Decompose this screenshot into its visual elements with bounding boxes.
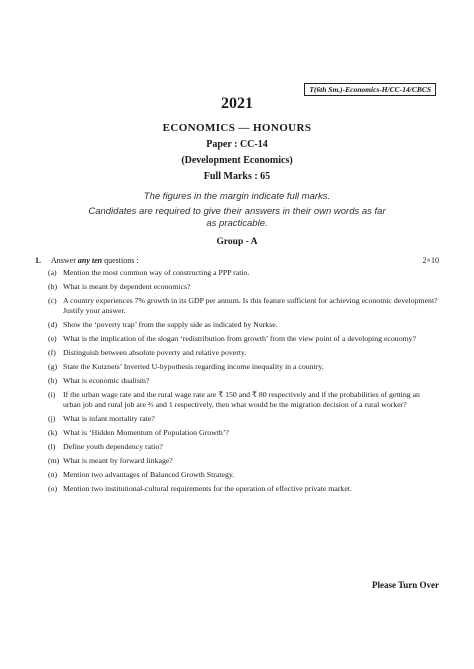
question-heading: [35, 256, 439, 268]
item-text: What is the implication of the slogan ‘redistribution from growth’ from the view point of a developing economy?: [63, 334, 417, 343]
list-item: [35, 390, 439, 410]
item-text: What is economic dualism?: [63, 376, 150, 385]
list-item: [35, 334, 439, 344]
item-text: A country experiences 7% growth in its GDP per annum. Is this feature sufficient for achieving economic development? Justify your answer.: [63, 296, 438, 315]
item-text: What is infant mortality rate?: [63, 414, 155, 423]
item-text: Mention the most common way of constructing a PPP ratio.: [63, 268, 250, 277]
item-text: If the urban wage rate and the rural wage rate are ₹ 150 and ₹ 80 respectively and if the probabilities of getting an urban job and rural job are ⅔ and 1 respectively, then what would be the migration decision of a rural worker?: [63, 390, 420, 409]
item-label: (h): [48, 376, 58, 385]
list-item: [35, 470, 439, 480]
question-instruction: [51, 256, 139, 265]
item-label: (c): [48, 296, 57, 305]
instruction-margin: The figures in the margin indicate full marks.: [143, 191, 331, 202]
item-label: (a): [48, 268, 57, 277]
instruction-own-words: Candidates are required to give their answers in their own words as far as practicable.: [88, 206, 386, 229]
item-text: State the Kutznets’ Inverted U-hypothesis regarding income inequality in a country.: [63, 362, 324, 371]
list-item: [35, 456, 439, 466]
question-prefix: Answer: [51, 256, 76, 265]
list-item: [35, 348, 439, 358]
item-label: (j): [48, 414, 56, 423]
list-item: [35, 484, 439, 494]
paper-title: (Development Economics): [181, 155, 293, 166]
item-label: (f): [48, 348, 56, 357]
item-label: (k): [48, 428, 58, 437]
question-marks: 2×10: [422, 256, 439, 265]
item-label: (g): [48, 362, 58, 371]
please-turn-over: Please Turn Over: [372, 580, 439, 590]
item-text: What is meant by dependent economics?: [63, 282, 191, 291]
item-text: What is meant by forward linkage?: [63, 456, 173, 465]
subject-title: ECONOMICS — HONOURS: [162, 122, 312, 134]
list-item: [35, 414, 439, 424]
question-list: [35, 268, 439, 498]
item-label: (n): [48, 470, 58, 479]
item-label: (m): [48, 456, 60, 465]
list-item: [35, 268, 439, 278]
paper-number: Paper : CC-14: [206, 139, 268, 150]
item-label: (b): [48, 282, 58, 291]
item-text: Mention two institutional-cultural requirements for the operation of effective private market.: [63, 484, 352, 493]
item-text: Show the ‘poverty trap’ from the supply side as indicated by Nurkse.: [63, 320, 278, 329]
item-label: (e): [48, 334, 57, 343]
list-item: [35, 428, 439, 438]
paper-code: T(6th Sm.)-Economics-H/CC-14/CBCS: [304, 83, 436, 96]
list-item: [35, 442, 439, 452]
list-item: [35, 282, 439, 292]
item-label: (d): [48, 320, 58, 329]
list-item: [35, 376, 439, 386]
exam-year: 2021: [221, 95, 253, 112]
item-text: Mention two advantages of Balanced Growth Strategy.: [63, 470, 235, 479]
list-item: [35, 320, 439, 330]
question-number: 1.: [35, 256, 41, 265]
group-title: Group - A: [216, 237, 258, 247]
item-label: (l): [48, 442, 56, 451]
question-suffix: questions :: [104, 256, 139, 265]
full-marks: Full Marks : 65: [203, 171, 271, 182]
item-text: Distinguish between absolute poverty and relative poverty.: [63, 348, 247, 357]
item-text: Define youth dependency ratio?: [63, 442, 163, 451]
list-item: [35, 296, 439, 316]
item-text: What is ‘Hidden Momentum of Population Growth’?: [63, 428, 229, 437]
item-label: (o): [48, 484, 58, 493]
list-item: [35, 362, 439, 372]
question-emphasis: any ten: [77, 256, 103, 265]
item-label: (i): [48, 390, 56, 399]
